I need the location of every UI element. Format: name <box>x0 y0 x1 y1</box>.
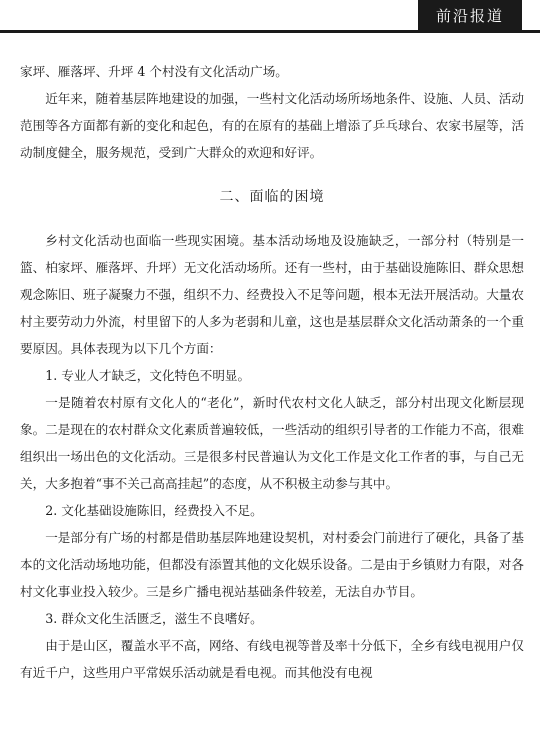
subheading-facilities: 2. 文化基础设施陈旧，经费投入不足。 <box>45 503 263 518</box>
paragraph-continued: 家坪、雁落坪、升坪 4 个村没有文化活动广场。 <box>20 64 288 79</box>
subheading-talent: 1. 专业人才缺乏，文化特色不明显。 <box>45 368 251 383</box>
paragraph-facilities: 一是部分有广场的村都是借助基层阵地建设契机，对村委会门前进行了硬化，具备了基本的文化活动场地功能，但都没有添置其他的文化娱乐设备。二是由于乡镇财力有限，对各村文化事业投入较少。三是乡广播电视站基础条件较差，无法自办节目。 <box>20 530 524 599</box>
page-header <box>0 0 540 34</box>
paragraph-difficulties: 乡村文化活动也面临一些现实困境。基本活动场地及设施缺乏，一部分村（特别是一篮、柏家坪、雁落坪、升坪）无文化活动场所。还有一些村，由于基础设施陈旧、群众思想观念陈旧、班子凝聚力不强，组织不力、经费投入不足等问题，根本无法开展活动。大量农村主要劳动力外流，村里留下的人多为老弱和儿童，这也是基层群众文化活动萧条的一个重要原因。具体表现为以下几个方面： <box>20 233 524 356</box>
section-tag: 前沿报道 <box>418 0 522 30</box>
header-rule <box>0 30 540 33</box>
article-body <box>20 58 524 686</box>
subheading-cultural-life: 3. 群众文化生活匮乏，滋生不良嗜好。 <box>45 611 263 626</box>
paragraph-talent: 一是随着农村原有文化人的“老化”，新时代农村文化人缺乏，部分村出现文化断层现象。二是现在的农村群众文化素质普遍较低，一些活动的组织引导者的工作能力不高，很难组织出一场出色的文化活动。三是很多村民普遍认为文化工作是文化工作者的事，与自己无关，大多抱着“事不关己高高挂起”的态度，从不积极主动参与其中。 <box>20 395 524 491</box>
paragraph-cultural-life: 由于是山区，覆盖水平不高，网络、有线电视等普及率十分低下，全乡有线电视用户仅有近千户，这些用户平常娱乐活动就是看电视。而其他没有电视 <box>20 638 524 680</box>
paragraph-recent-years: 近年来，随着基层阵地建设的加强，一些村文化活动场所场地条件、设施、人员、活动范围等各方面都有新的变化和起色，有的在原有的基础上增添了乒乓球台、农家书屋等，活动制度健全，服务规范，受到广大群众的欢迎和好评。 <box>20 91 524 160</box>
section-heading: 二、面临的困境 <box>219 189 325 205</box>
